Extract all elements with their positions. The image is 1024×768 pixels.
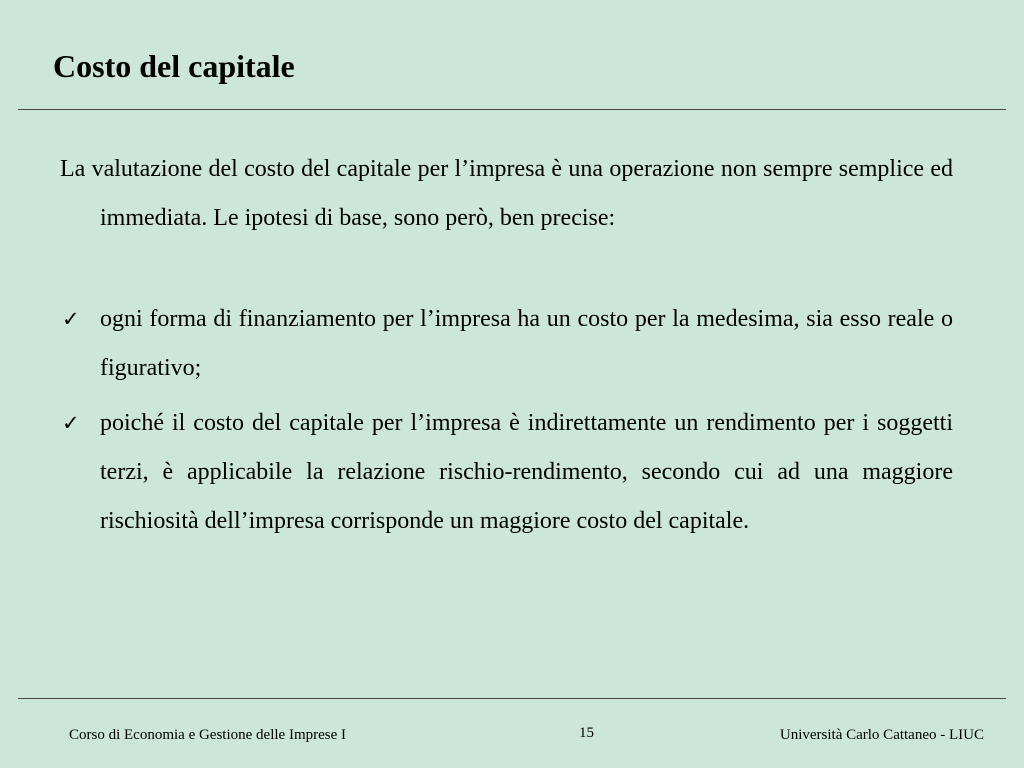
title-divider: [18, 109, 1006, 110]
footer-page-number: 15: [579, 725, 594, 741]
slide-body: [60, 145, 953, 552]
footer-course: Corso di Economia e Gestione delle Imprese I: [69, 727, 347, 743]
intro-paragraph: La valutazione del costo del capitale per l’impresa è una operazione non sempre semplice ed immediata. Le ipotesi di base, sono però, ben precise:: [60, 156, 953, 231]
check-mark-icon: ✓: [62, 307, 80, 331]
bullet-text: poiché il costo del capitale per l’impresa è indirettamente un rendimento per i soggetti terzi, è applicabile la relazione rischio-rendimento, secondo cui ad una maggiore rischiosità dell’impresa corrisponde un maggiore costo del capitale.: [100, 410, 953, 534]
footer-divider: [18, 698, 1006, 699]
bullet-text: ogni forma di finanziamento per l’impresa ha un costo per la medesima, sia esso reale o figurativo;: [100, 306, 953, 381]
bullet-item: [60, 399, 953, 546]
bullet-item: [60, 295, 953, 393]
footer-institution: Università Carlo Cattaneo - LIUC: [779, 727, 984, 743]
slide-title: Costo del capitale: [53, 48, 295, 84]
check-mark-icon: ✓: [62, 411, 80, 435]
